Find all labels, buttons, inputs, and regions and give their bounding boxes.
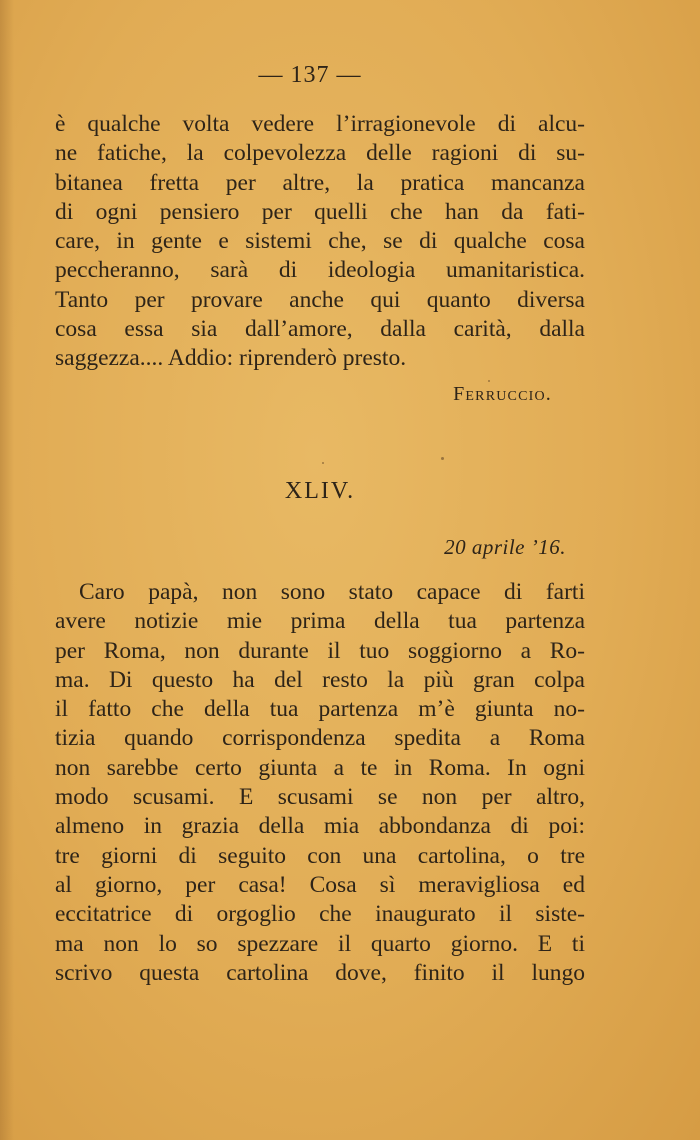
text-line: ma. Di questo ha del resto la più gran colpa: [55, 666, 585, 693]
text-line: è qualche volta vedere l’irragionevole di alcu-: [55, 111, 585, 137]
text-line: ma non lo so spezzare il quarto giorno. E ti: [55, 930, 585, 957]
text-line: saggezza.... Addio: riprenderò presto.: [55, 345, 407, 372]
text-line: almeno in grazia della mia abbondanza di poi:: [55, 813, 585, 840]
paper-speck: [488, 380, 490, 382]
text-line: Caro papà, non sono stato capace di farti: [79, 579, 585, 605]
text-line: per Roma, non durante il tuo soggiorno a Ro-: [55, 637, 585, 664]
text-line: cosa essa sia dall’amore, dalla carità, dalla: [55, 316, 585, 343]
text-line: bitanea fretta per altre, la pratica mancanza: [55, 169, 585, 196]
paper-speck: [322, 462, 324, 464]
text-line: scrivo questa cartolina dove, finito il lungo: [55, 959, 585, 986]
paragraph-letter-ending: [55, 110, 585, 374]
page-number: — 137 —: [258, 62, 362, 88]
letter-date: 20 aprile ’16.: [444, 535, 566, 559]
text-line: care, in gente e sistemi che, se di qualche cosa: [55, 228, 585, 255]
text-line: non sarebbe certo giunta a te in Roma. In ogni: [55, 754, 585, 781]
text-line: Tanto per provare anche qui quanto diversa: [55, 286, 585, 313]
text-line: tre giorni di seguito con una cartolina, o tre: [55, 842, 585, 869]
text-line: modo scusami. E scusami se non per altro,: [55, 784, 585, 811]
text-line: tizia quando corrispondenza spedita a Roma: [55, 725, 585, 752]
text-line: avere notizie mie prima della tua partenza: [55, 608, 585, 635]
text-line: al giorno, per casa! Cosa sì meravigliosa ed: [55, 871, 585, 898]
signature: Ferruccio.: [453, 383, 552, 405]
page-edge-shadow: [0, 0, 14, 1140]
text-line: eccitatrice di orgoglio che inaugurato il siste-: [55, 901, 585, 928]
paper-speck: [441, 457, 444, 460]
text-line: il fatto che della tua partenza m’è giunta no-: [55, 696, 585, 723]
text-line: peccheranno, sarà di ideologia umanitaristica.: [55, 257, 585, 284]
text-line: di ogni pensiero per quelli che han da fati-: [55, 198, 585, 225]
paragraph-letter-body: [55, 578, 585, 988]
chapter-heading: XLIV.: [284, 478, 356, 504]
text-line: ne fatiche, la colpevolezza delle ragioni di su-: [55, 140, 585, 167]
